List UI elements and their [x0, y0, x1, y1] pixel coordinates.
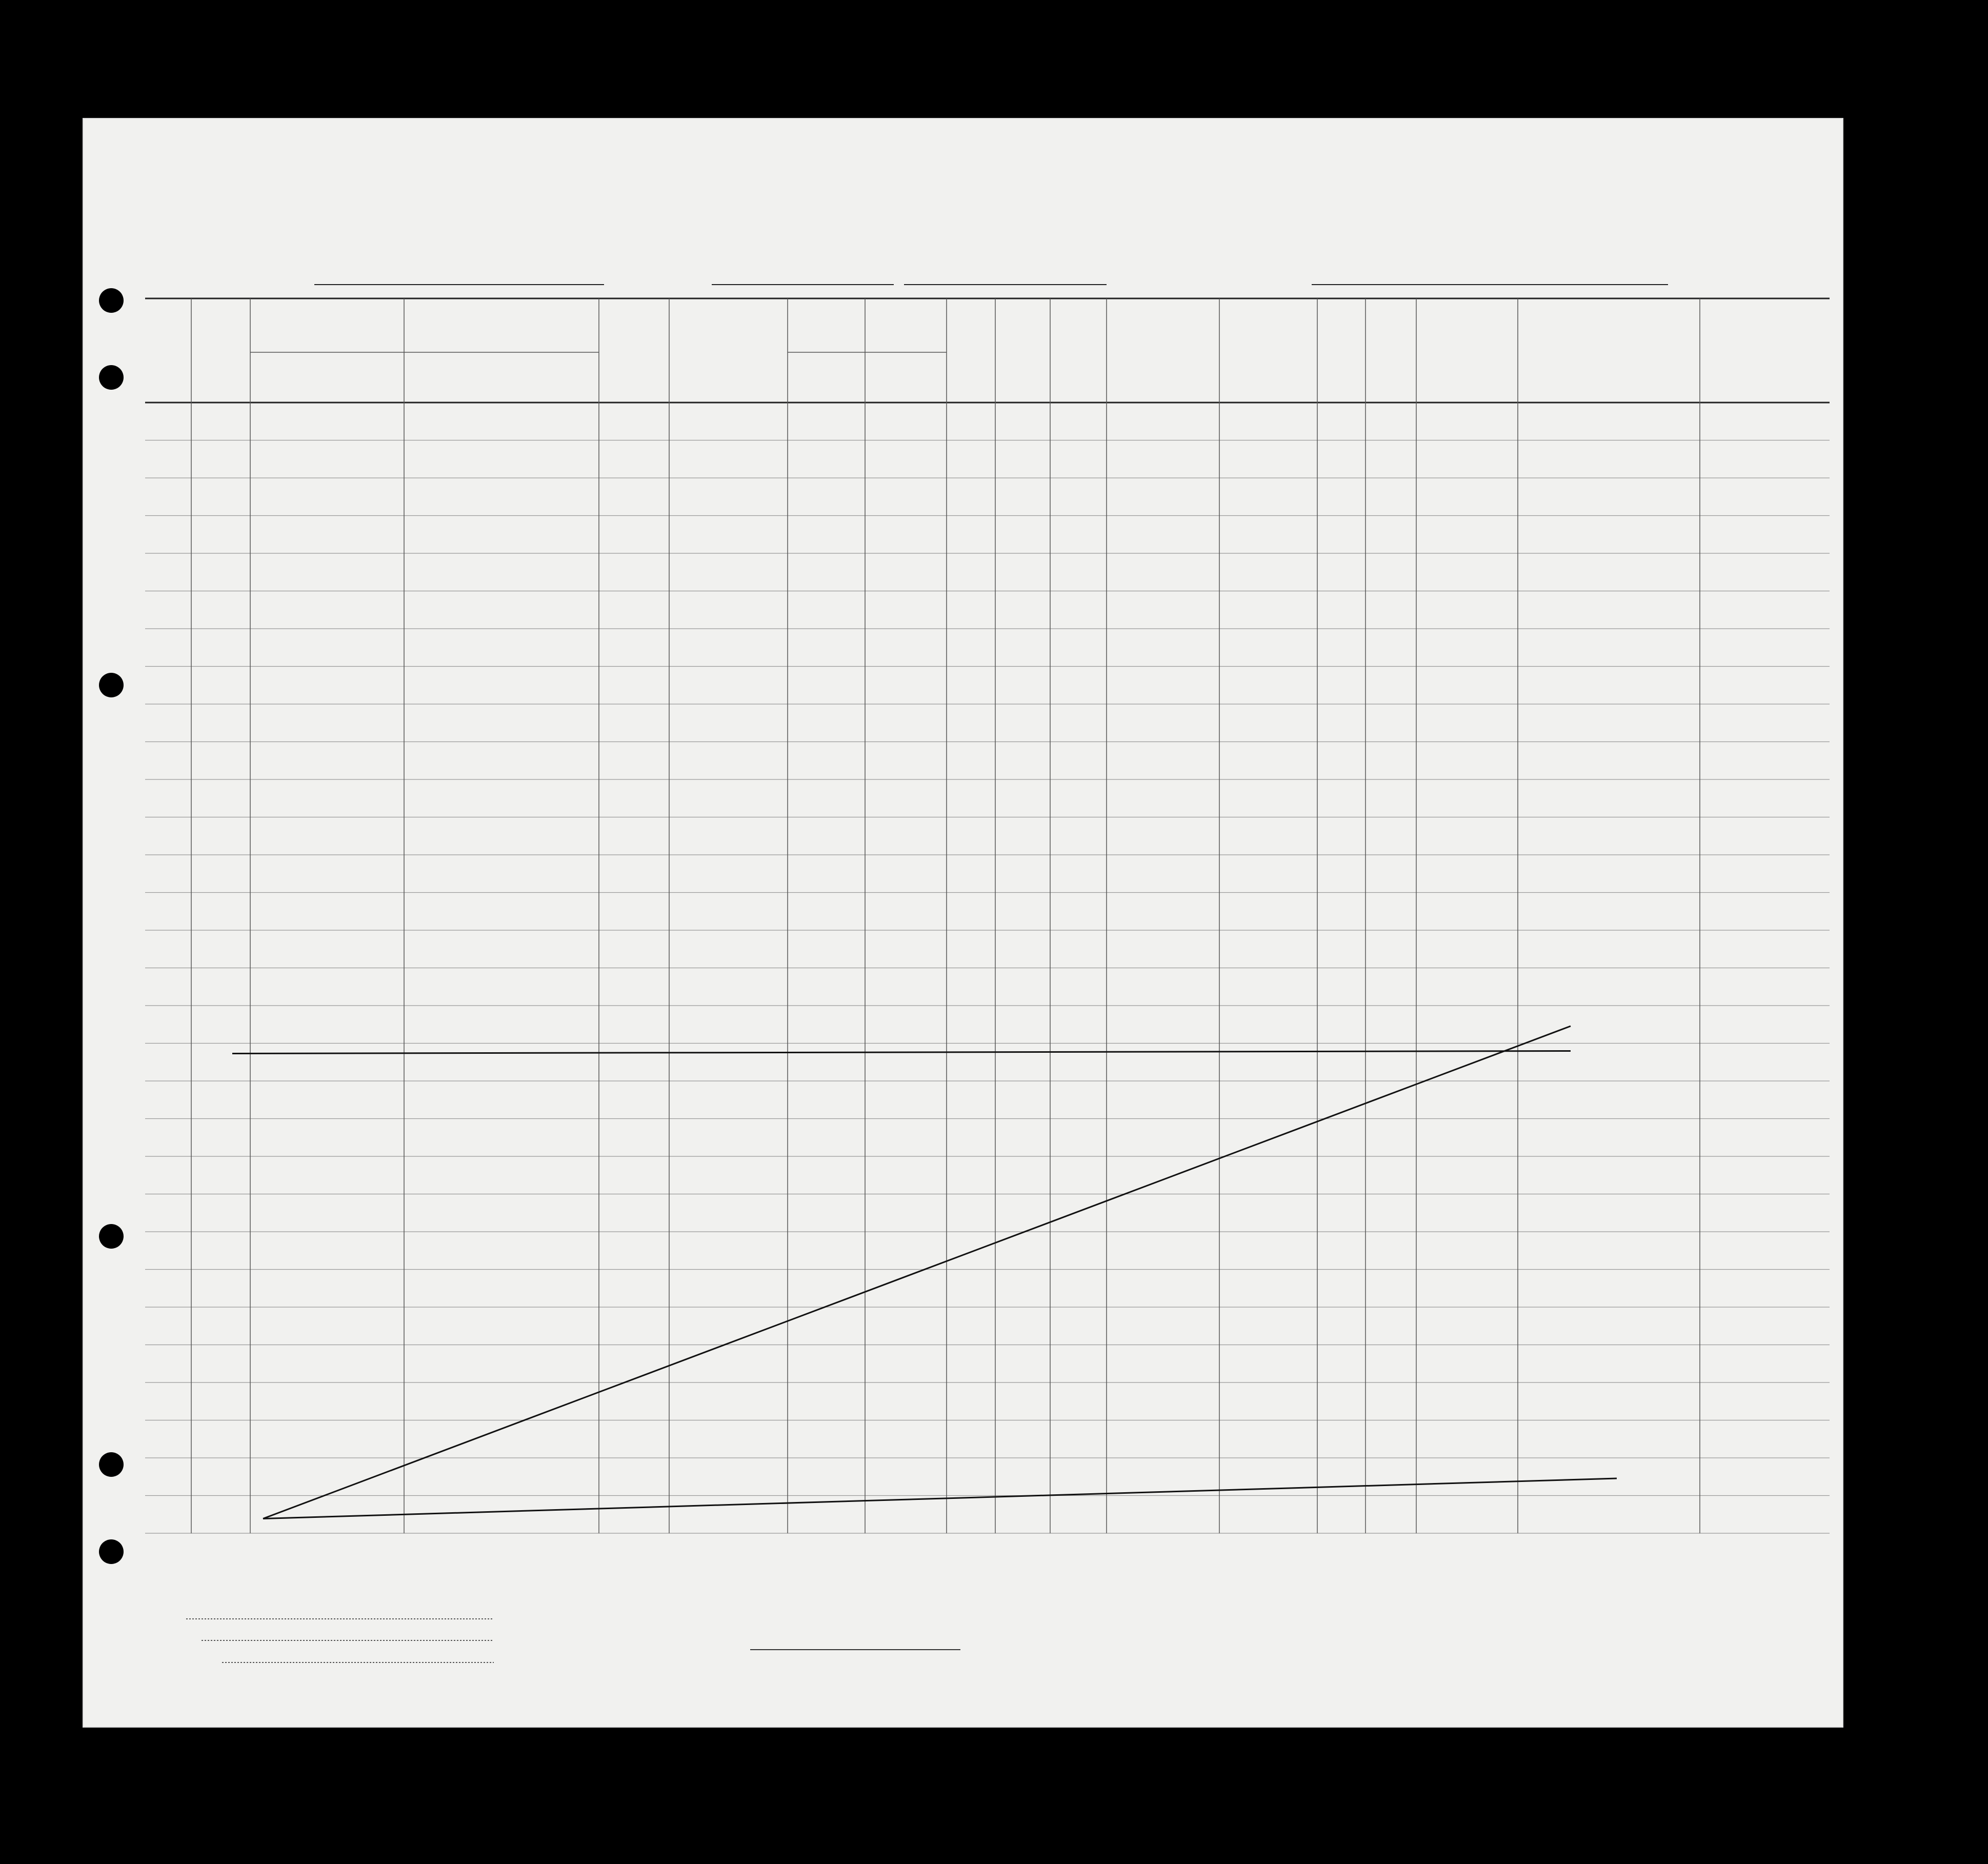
manifest-sheet — [84, 119, 1842, 1727]
footer-lines — [84, 119, 1842, 1727]
